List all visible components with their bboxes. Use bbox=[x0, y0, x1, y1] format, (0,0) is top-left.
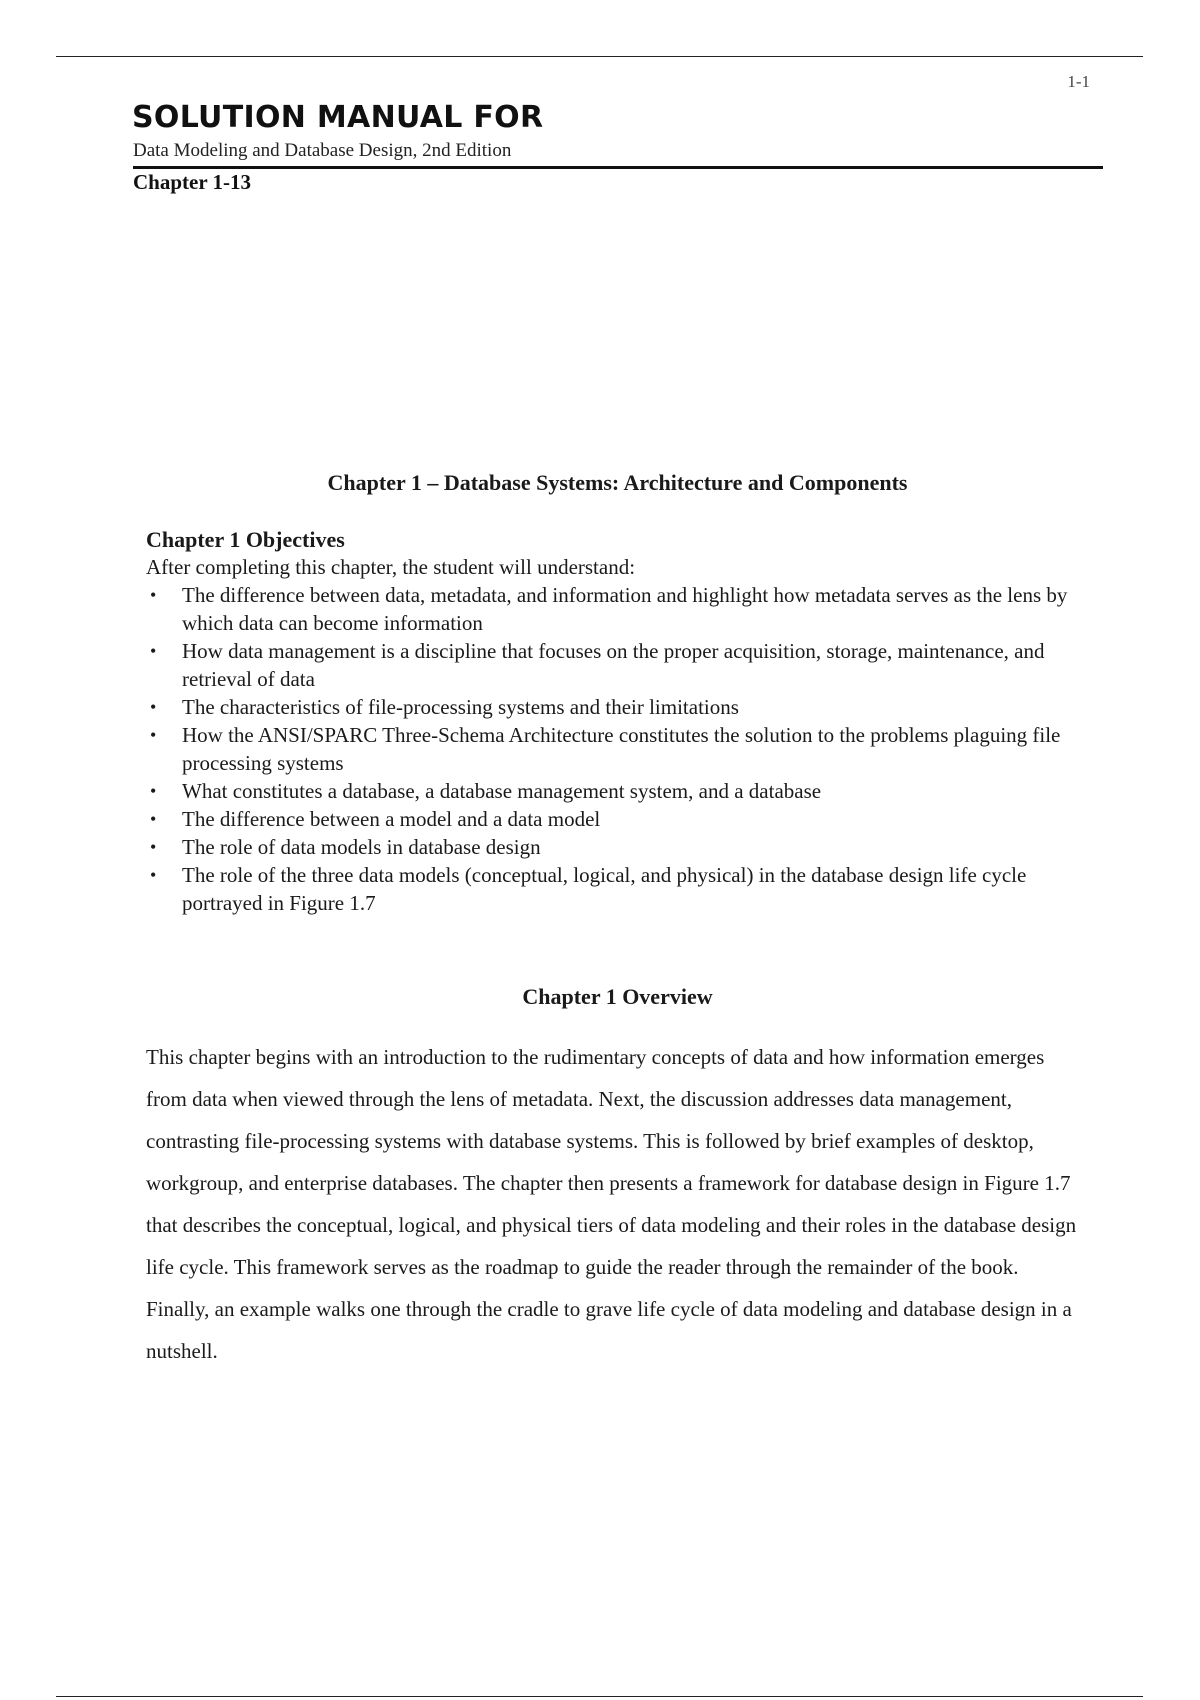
bullet-icon: • bbox=[150, 809, 157, 829]
objective-text: The difference between a model and a data model bbox=[182, 807, 601, 831]
objective-text: What constitutes a database, a database management system, and a database bbox=[182, 779, 822, 803]
bullet-icon: • bbox=[150, 641, 157, 661]
bullet-icon: • bbox=[150, 781, 157, 801]
list-item bbox=[146, 637, 1096, 693]
top-page-rule bbox=[56, 56, 1143, 57]
list-item bbox=[146, 693, 1096, 721]
header-underline bbox=[133, 166, 1103, 169]
list-item bbox=[146, 805, 1096, 833]
objective-text: The characteristics of file-processing systems and their limitations bbox=[182, 695, 739, 719]
objectives-heading: Chapter 1 Objectives bbox=[146, 527, 345, 552]
bullet-icon: • bbox=[150, 865, 157, 885]
chapter-range: Chapter 1-13 bbox=[133, 170, 252, 194]
objective-text: How data management is a discipline that focuses on the proper acquisition, storage, maintenance, and retrieval of data bbox=[182, 639, 1045, 691]
manual-subtitle: Data Modeling and Database Design, 2nd Edition bbox=[133, 140, 512, 161]
objectives-intro: After completing this chapter, the student will understand: bbox=[146, 555, 636, 579]
objective-text: How the ANSI/SPARC Three-Schema Architecture constitutes the solution to the problems plaguing file processing systems bbox=[182, 723, 1061, 775]
bullet-icon: • bbox=[150, 725, 157, 745]
list-item bbox=[146, 581, 1096, 637]
objectives-list bbox=[146, 581, 1096, 917]
list-item bbox=[146, 833, 1096, 861]
manual-title: SOLUTION MANUAL FOR bbox=[132, 100, 544, 135]
objective-text: The role of data models in database design bbox=[182, 835, 541, 859]
bottom-page-rule bbox=[56, 1696, 1143, 1697]
list-item bbox=[146, 721, 1096, 777]
chapter-heading: Chapter 1 – Database Systems: Architecture and Components bbox=[327, 470, 908, 495]
objective-text: The role of the three data models (conceptual, logical, and physical) in the database design life cycle portrayed in Figure 1.7 bbox=[182, 863, 1027, 915]
bullet-icon: • bbox=[150, 697, 157, 717]
overview-paragraph: This chapter begins with an introduction to the rudimentary concepts of data and how information emerges from data when viewed through the lens of metadata. Next, the discussion addresses data management, contrasting file-processing systems with database systems. This is followed by brief examples of desktop, workgroup, and enterprise databases. The chapter then presents a framework for database design in Figure 1.7 that describes the conceptual, logical, and physical tiers of data modeling and their roles in the database design life cycle. This framework serves as the roadmap to guide the reader through the remainder of the book. Finally, an example walks one through the cradle to grave life cycle of data modeling and database design in a nutshell. bbox=[146, 1045, 1077, 1363]
overview-heading: Chapter 1 Overview bbox=[522, 984, 713, 1009]
bullet-icon: • bbox=[150, 585, 157, 605]
list-item bbox=[146, 861, 1096, 917]
objectives-section bbox=[146, 526, 1096, 917]
page-number: 1-1 bbox=[1067, 72, 1090, 91]
objective-text: The difference between data, metadata, and information and highlight how metadata serves as the lens by which data can become information bbox=[182, 583, 1068, 635]
list-item bbox=[146, 777, 1096, 805]
bullet-icon: • bbox=[150, 837, 157, 857]
